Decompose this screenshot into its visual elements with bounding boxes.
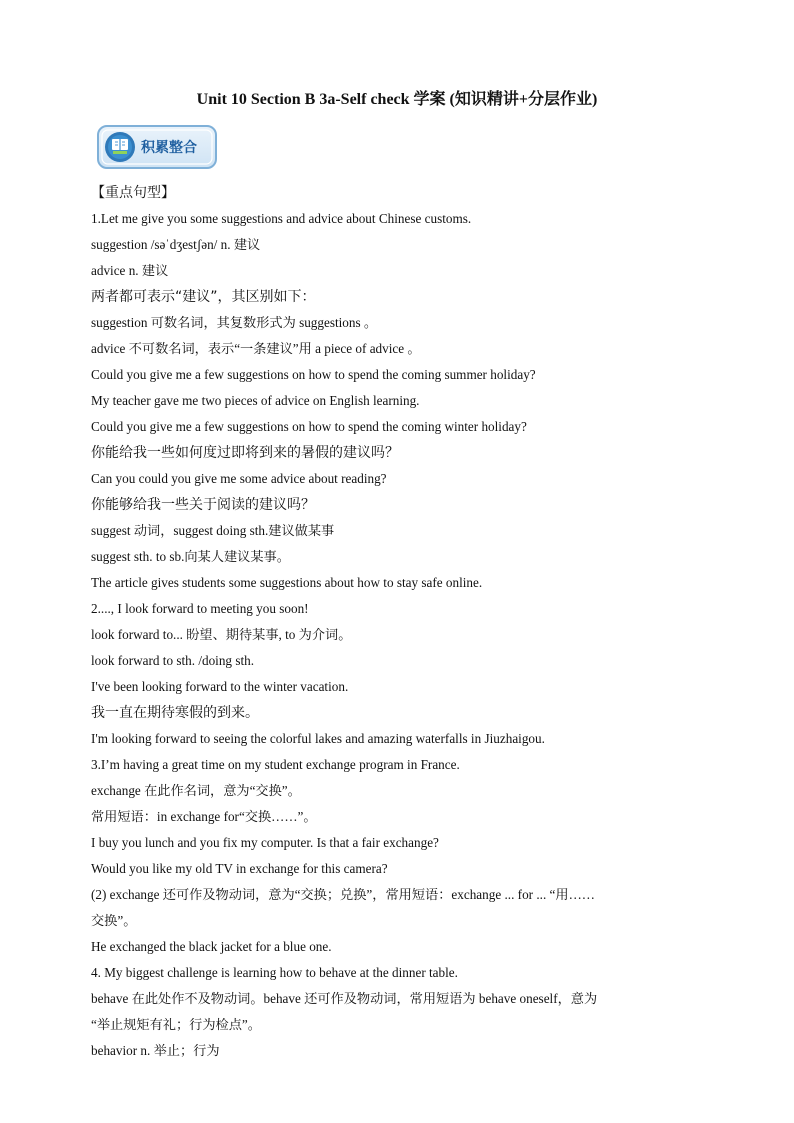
text-line: 交换”。	[91, 913, 137, 928]
text-line: He exchanged the black jacket for a blue one.	[91, 939, 332, 954]
text-line: I've been looking forward to the winter vacation.	[91, 679, 349, 694]
text-line: Would you like my old TV in exchange for this camera?	[91, 861, 388, 876]
text-line: suggest 动词，suggest doing sth.建议做某事	[91, 523, 335, 538]
text-line: Could you give me a few suggestions on how to spend the coming winter holiday?	[91, 419, 527, 434]
text-line: (2) exchange 还可作及物动词，意为“交换；兑换”，常用短语：exchange ... for ... “用……	[91, 887, 595, 902]
text-line: behave 在此处作不及物动词。behave 还可作及物动词，常用短语为 behave oneself，意为	[91, 991, 598, 1006]
text-line: 1.Let me give you some suggestions and advice about Chinese customs.	[91, 211, 472, 226]
text-line: Can you could you give me some advice about reading?	[91, 471, 387, 486]
text-line: I'm looking forward to seeing the colorful lakes and amazing waterfalls in Jiuzhaigou.	[91, 731, 545, 746]
badge-label: 积累整合	[141, 140, 197, 156]
text-line: 你能给我一些如何度过即将到来的暑假的建议吗？	[91, 445, 399, 461]
section-badge	[96, 123, 220, 171]
text-line: My teacher gave me two pieces of advice on English learning.	[91, 393, 420, 408]
text-line: 2...., I look forward to meeting you soon!	[91, 601, 309, 616]
content-lines	[91, 180, 709, 1064]
text-line: 3.I’m having a great time on my student exchange program in France.	[91, 757, 460, 772]
text-line: 我一直在期待寒假的到来。	[91, 705, 259, 721]
text-line: The article gives students some suggestions about how to stay safe online.	[91, 575, 483, 590]
text-line: exchange 在此作名词，意为“交换”。	[91, 783, 301, 798]
text-line: 你能够给我一些关于阅读的建议吗？	[91, 497, 315, 513]
text-line: look forward to... 盼望、期待某事, to 为介词。	[91, 627, 352, 642]
text-line: 4. My biggest challenge is learning how to behave at the dinner table.	[91, 965, 458, 980]
text-line: 常用短语：in exchange for“交换……”。	[91, 809, 317, 824]
text-line: “举止规矩有礼；行为检点”。	[91, 1017, 261, 1032]
text-line: suggestion /səˈdʒestʃən/ n. 建议	[91, 237, 261, 252]
page-title: Unit 10 Section B 3a-Self check 学案 (知识精讲+分层作业)	[196, 91, 598, 108]
text-line: suggestion 可数名词，其复数形式为 suggestions 。	[91, 315, 378, 330]
text-line: advice 不可数名词，表示“一条建议”用 a piece of advice 。	[91, 341, 421, 356]
text-line: look forward to sth. /doing sth.	[91, 653, 255, 668]
section-heading: 【重点句型】	[91, 185, 175, 201]
text-line: 两者都可表示“建议”，其区别如下：	[91, 289, 316, 305]
text-line: Could you give me a few suggestions on how to spend the coming summer holiday?	[91, 367, 536, 382]
text-line: suggest sth. to sb.向某人建议某事。	[91, 549, 290, 564]
text-line: I buy you lunch and you fix my computer. Is that a fair exchange?	[91, 835, 439, 850]
text-line: advice n. 建议	[91, 263, 169, 278]
text-line: behavior n. 举止；行为	[91, 1043, 220, 1058]
book-icon	[112, 139, 128, 154]
